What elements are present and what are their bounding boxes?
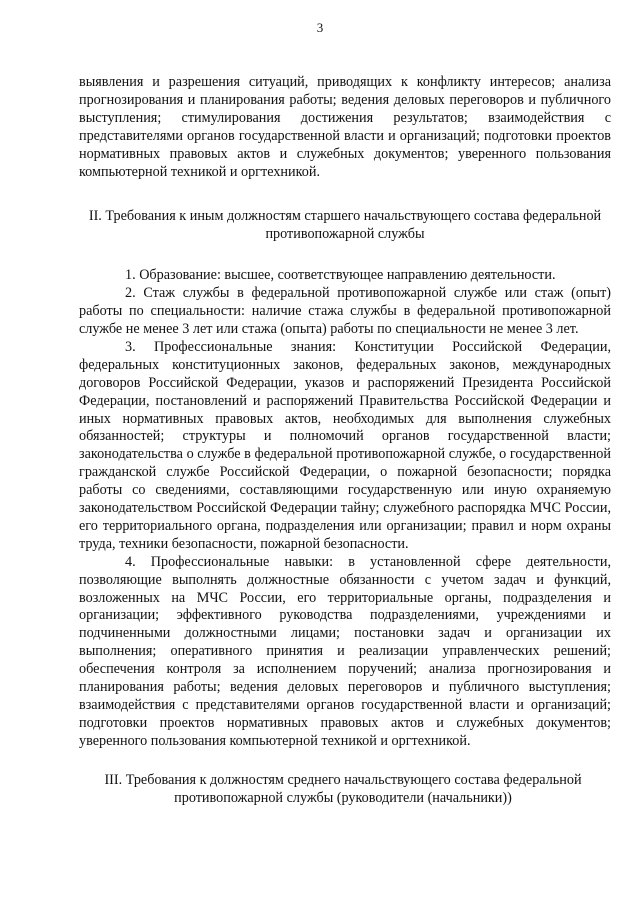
requirement-education: 1. Образование: высшее, соответствующее направлению деятельности.	[125, 267, 556, 284]
page-number: 3	[316, 20, 324, 35]
requirement-professional-knowledge: 3. Профессиональные знания: Конституции Российской Федерации, федеральных конституционных законов, федеральных законов, международных договоров Российской Федерации, указов и распоряжений Президента Российской Федерации, постановлений и распоряжений Правительства Российской Федерации и иных нормативных правовых актов, необходимых для выполнения служебных обязанностей; структуры и полномочий органов государственной власти; законодательства о службе в федеральной противопожарной службе, о государственной гражданской службе Российской Федерации, о пожарной безопасности; порядка работы со сведениями, составляющими государственную или иную охраняемую законодательством Российской Федерации тайну; служебного распорядка МЧС России, его территориального органа, подразделения или организации; правил и норм охраны труда, техники безопасности, пожарной безопасности.	[79, 338, 611, 552]
intro-paragraph: выявления и разрешения ситуаций, приводящих к конфликту интересов; анализа прогнозирования и планирования работы; ведения деловых переговоров и публичного выступления; стимулирования достижения результатов; взаимодействия с представителями органов государственной власти и организаций; подготовки проектов нормативных правовых актов и служебных документов; уверенного пользования компьютерной техникой и оргтехникой.	[79, 74, 611, 180]
requirement-service-length: 2. Стаж службы в федеральной противопожарной службе или стаж (опыт) работы по специальности: наличие стажа службы в федеральной противопожарной службе не менее 3 лет или стажа (опыта) работы по специальности не менее 3 лет.	[79, 285, 611, 337]
requirement-professional-skills: 4. Профессиональные навыки: в установленной сфере деятельности, позволяющие выполнять должностные обязанности с учетом задач и функций, возложенных на МЧС России, его территориальные органы, подразделения и организации; эффективного руководства подразделениями, учреждениями и подчиненными должностными лицами; постановки задач и организации их выполнения; оперативного принятия и реализации управленческих решений; обеспечения контроля за исполнением поручений; анализа прогнозирования и планирования работы; ведения деловых переговоров и публичного выступления; взаимодействия с представителями органов государственной власти и организаций; подготовки проектов нормативных правовых актов и служебных документов; уверенного пользования компьютерной техникой и оргтехникой.	[79, 553, 611, 749]
document-body	[79, 74, 611, 808]
section-2-heading: II. Требования к иным должностям старшего начальствующего состава федеральной противопожарной службы	[88, 208, 602, 243]
section-3-heading: III. Требования к должностям среднего начальствующего состава федеральной противопожарной службы (руководители (начальники))	[104, 771, 582, 806]
